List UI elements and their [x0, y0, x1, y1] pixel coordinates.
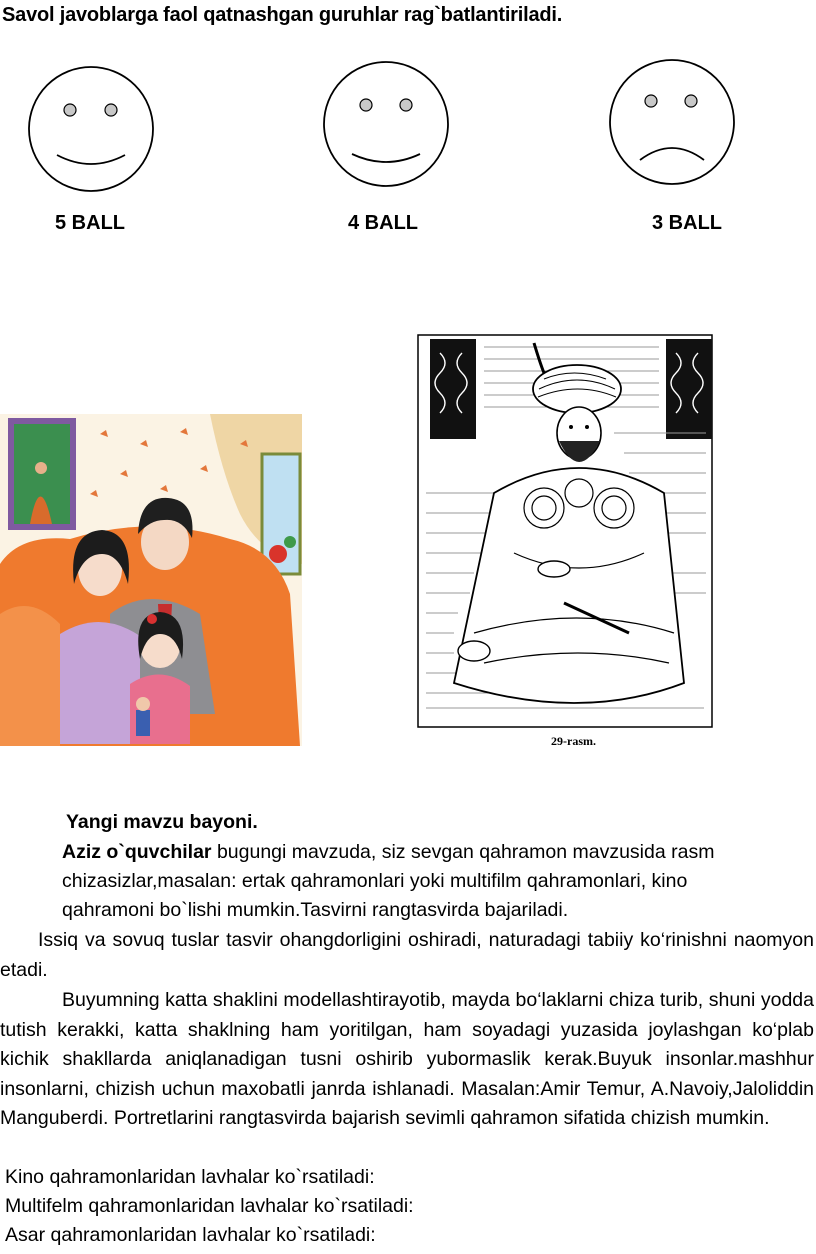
paragraph-3: Buyumning katta shaklini modellashtirayotib, mayda bo‘laklarni chiza turib, shuni yodda tutish kerakki, katta shaklning ham yoritilgan, ham soyadagi yuzasida joylashgan ko‘plab kichik shakllarda aniqlanadigan tusni oshirib yubormaslik kerak.Buyuk insonlar.mashhur insonlarni, chizish uchun maxobatli janrda ishlanadi. Masalan:Amir Temur, A.Navoiy,Jaloliddin Manguberdi. Portretlarini rangtasvirda bajarish sevimli qahramon sifatida chizish mumkin.	[0, 989, 814, 1129]
happy-face-icon	[322, 60, 450, 188]
score-label-3: 3 BALL	[652, 212, 722, 234]
score-label-5: 5 BALL	[55, 212, 125, 234]
figure-caption: 29-rasm.	[551, 734, 596, 748]
page-heading: Savol javoblarga faol qatnashgan guruhlar rag`batlantiriladi.	[2, 4, 563, 26]
sad-face-icon	[608, 58, 736, 186]
list-item: Asar qahramonlaridan lavhalar ko`rsatiladi:	[5, 1224, 376, 1246]
intro-lead: Aziz o`quvchilar	[62, 841, 212, 863]
intro-line-1	[62, 838, 714, 868]
section-title: Yangi mavzu bayoni.	[66, 811, 258, 833]
intro-line-3: qahramoni bo`lishi mumkin.Tasvirni rangtasvirda bajariladi.	[62, 899, 569, 921]
intro-line-1-text: bugungi mavzuda, siz sevgan qahramon mavzusida rasm	[211, 841, 715, 863]
paragraph-2: Issiq va sovuq tuslar tasvir ohangdorligini oshiradi, naturadagi tabiiy ko‘rinishni naomyon etadi.	[0, 929, 814, 981]
list-item: Multifelm qahramonlaridan lavhalar ko`rsatiladi:	[5, 1195, 414, 1217]
happy-face-icon	[27, 65, 155, 193]
family-painting	[0, 414, 302, 746]
list-item: Kino qahramonlaridan lavhalar ko`rsatiladi:	[5, 1166, 375, 1188]
intro-line-2: chizasizlar,masalan: ertak qahramonlari yoki multifilm qahramonlari, kino	[62, 870, 688, 892]
score-label-4: 4 BALL	[348, 212, 418, 234]
portrait-engraving	[414, 333, 716, 733]
